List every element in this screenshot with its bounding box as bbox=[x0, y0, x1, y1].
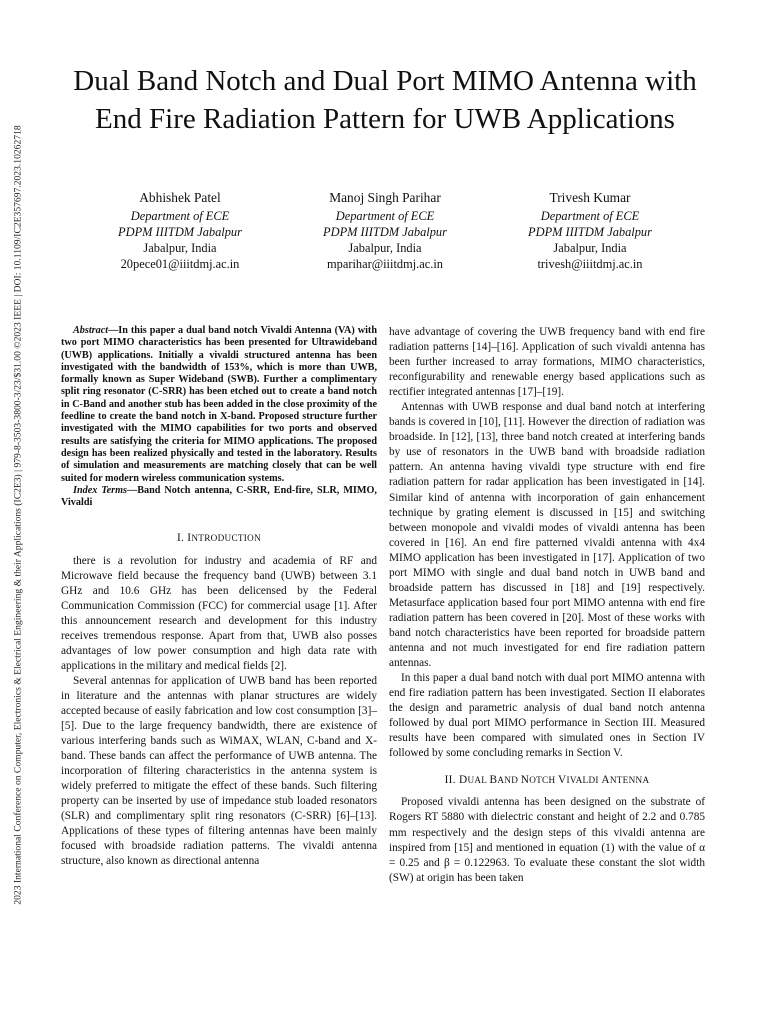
author-name: Trivesh Kumar bbox=[549, 190, 631, 205]
author-city: Jabalpur, India bbox=[553, 241, 627, 255]
body-paragraph: Antennas with UWB response and dual band notch at interfering bands is covered in [10], [11]. However the direction of radiation was broadside. In [12], [13], three band notch created at interfering bands by use of resonators in the UWB band with broadside radiation pattern. An antenna having vivaldi type structure with end fire radiation pattern for radar application has been investigated in [14]. Similar kind of antenna with incorporation of gain enhancement technique by grating element is discussed in [15] and switching between monopole and vivaldi modes of vivaldi antenna has been covered in [16]. An end fire patterned vivaldi antenna with 4x4 MIMO application has been investigated in [17]. Application of two port MIMO with single and dual band notch in UWB band and broadside pattern has discussed in [18] and [19] respectively. Metasurface application based four port MIMO antenna with end fire radiation pattern has been covered in [20]. Most of these works with band notch characteristics have been reported for broadside pattern antenna and not much investigated for end fire radiation pattern antennas. bbox=[389, 401, 705, 670]
index-terms-lead: Index Terms bbox=[73, 484, 128, 496]
author-dept: Department of ECE bbox=[130, 209, 230, 223]
author-city: Jabalpur, India bbox=[348, 241, 422, 255]
doi-text: 2023 International Conference on Computer, Electronics & Electrical Engineering & their Applications (IC2E3) | 979-8-3503-3800-3/23/$31.00 ©2023 IEEE | DOI: 10.1109/IC2E357697.2023.10262718 bbox=[12, 125, 24, 905]
index-terms-text: —Band Notch antenna, C-SRR, End-fire, SLR, MIMO, Vivaldi bbox=[61, 484, 377, 509]
author-3 bbox=[505, 190, 675, 272]
abstract-text: —In this paper a dual band notch Vivaldi Antenna (VA) with two port MIMO characteristics has been presented for Ultrawideband (UWB) applications. Initially a vivaldi structured antenna has been investigated with the bandwidth of 153%, which is more than UWB, formally known as Super Wideband (SWB). Further a complimentary split ring resonator (C-SRR) has been etched out to create a band notch in C-Band and another stub has been added in the close proximity of the feedline to create the band notch in X-band. Proposed structure further investigated with the MIMO capabilities for two ports and observed results are satisfying the criteria for MIMO applications. The proposed design has been realized physically and tested in the laboratory. Results of simulation and measurements are matching closely that can be well suited for modern wireless communication systems. bbox=[61, 325, 377, 484]
paper-title: Dual Band Notch and Dual Port MIMO Antenna with End Fire Radiation Pattern for UWB Applications bbox=[73, 65, 697, 135]
author-email[interactable]: 20pece01@iiitdmj.ac.in bbox=[120, 257, 240, 271]
index-terms bbox=[61, 485, 377, 510]
section-heading-dual-band-notch: II. DUAL BAND NOTCH VIVALDI ANTENNA bbox=[444, 774, 650, 787]
intro-paragraph: Several antennas for application of UWB band has been reported in literature and the antennas with planar structures are widely accepted because of easily fabrication and low cost consumption [3]–[5]. Due to the large frequency bandwidth, there are existence of various interfering bands such as WiMAX, WLAN, C-band and X-band. These bands can affect the performance of UWB antenna. The incorporation of filtering characteristics in the antenna system is widely preferred to mitigate the effect of these bands. Such filtering property can be inserted by use of impedance stub loaded resonators (SLR) and complimentary split ring resonators (C-SRR) [6]–[13]. Applications of these types of filtering antennas have been mainly focused with broadside radiation patterns. The vivaldi antenna structure, also known as directional antenna bbox=[61, 674, 377, 868]
right-column bbox=[389, 325, 705, 886]
abstract-lead: Abstract bbox=[73, 325, 109, 336]
abstract bbox=[61, 325, 377, 485]
intro-paragraph: there is a revolution for industry and academia of RF and Microwave field because the frequency band (UWB) between 3.1 GHz and 10.6 GHz has been delicensed by the Federal Communication Commission (FCC) for commercial usage [1]. After this announcement research and development for this industry receives tremendous response. Apart from that, UWB also posses advantages of low power consumption and high data rate with applications in the military and medical fields [2]. bbox=[61, 554, 377, 672]
left-column bbox=[61, 325, 377, 869]
author-inst: PDPM IIITDM Jabalpur bbox=[528, 225, 652, 239]
body-paragraph: In this paper a dual band notch with dual port MIMO antenna with end fire radiation pattern has been investigated. Section II elaborates the design and parametric analysis of dual band notch antenna followed by dual port MIMO performance in Section III. Measured results have been compared with simulated ones in Section IV followed by some concluding remarks in Section V. bbox=[389, 672, 705, 760]
author-name: Abhishek Patel bbox=[139, 190, 221, 205]
author-block bbox=[95, 190, 675, 272]
author-email[interactable]: trivesh@iiitdmj.ac.in bbox=[537, 257, 643, 271]
author-email[interactable]: mparihar@iiitdmj.ac.in bbox=[326, 257, 443, 271]
author-inst: PDPM IIITDM Jabalpur bbox=[118, 225, 242, 239]
author-inst: PDPM IIITDM Jabalpur bbox=[323, 225, 447, 239]
body-paragraph: have advantage of covering the UWB frequency band with end fire radiation patterns [14]–[16]. Application of such vivaldi antenna has been further increased to array formations, MIMO characteristics, reconfigurability and renewable energy based applications such as rectifier integrated antennas [17]–[19]. bbox=[389, 326, 705, 399]
doi-margin-note bbox=[8, 90, 28, 940]
author-city: Jabalpur, India bbox=[143, 241, 217, 255]
author-2 bbox=[300, 190, 470, 272]
section2-paragraph: Proposed vivaldi antenna has been designed on the substrate of Rogers RT 5880 with dielectric constant and height of 2.2 and 0.785 mm respectively and the design steps of this vivaldi antenna are inspired from [15] and mentioned in equation (1) with the value of α = 0.25 and β = 0.122963. To evaluate these constant the slot width (SW) at origin has been taken bbox=[389, 796, 705, 884]
author-dept: Department of ECE bbox=[540, 209, 640, 223]
author-name: Manoj Singh Parihar bbox=[329, 190, 441, 205]
section-heading-introduction: I. INTRODUCTION bbox=[176, 532, 262, 545]
author-dept: Department of ECE bbox=[335, 209, 435, 223]
author-1 bbox=[95, 190, 265, 272]
